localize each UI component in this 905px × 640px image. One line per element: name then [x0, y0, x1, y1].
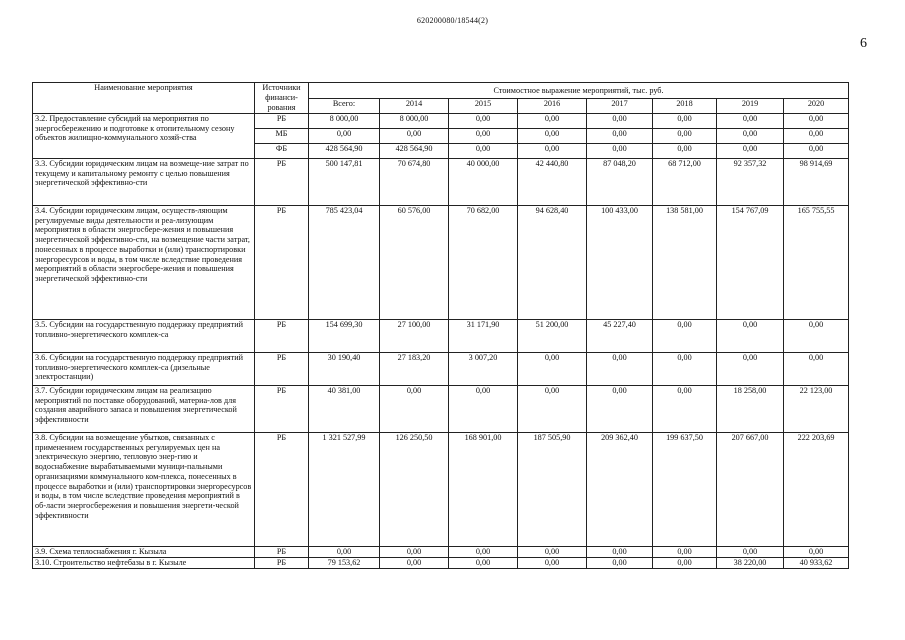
cost-value: 0,00 [717, 129, 784, 144]
cost-value: 0,00 [784, 114, 849, 129]
cost-value: 68 712,00 [653, 159, 717, 206]
cost-value: 187 505,90 [518, 433, 587, 547]
cost-value: 94 628,40 [518, 206, 587, 320]
table-row [33, 114, 849, 129]
cost-value: 0,00 [380, 129, 449, 144]
cost-value: 154 699,30 [309, 320, 380, 353]
measure-name: 3.4. Субсидии юридическим лицам, осуществ-ляющим регулируемые виды деятельности и реа-лизующим мероприятия в области энергосбере-жения и повышения энергетической эффективно-сти, на возмещение части затрат, понесенных в процессе выработки и (или) транспортировки энергоресурсов и воды, в том числе вследствие проведения мероприятий в области энергосбере-жения и повышения энергетической эффективно-сти [33, 206, 255, 320]
measure-name: 3.10. Строительство нефтебазы в г. Кызыле [33, 558, 255, 569]
table-row [33, 547, 849, 558]
cost-value: 0,00 [653, 114, 717, 129]
cost-value: 70 682,00 [449, 206, 518, 320]
page-number: 6 [860, 36, 867, 51]
cost-value: 22 123,00 [784, 386, 849, 433]
cost-value: 785 423,04 [309, 206, 380, 320]
cost-value: 27 183,20 [380, 353, 449, 386]
funding-source: РБ [255, 206, 309, 320]
cost-value: 428 564,90 [309, 144, 380, 159]
table-row [33, 386, 849, 433]
cost-value: 38 220,00 [717, 558, 784, 569]
funding-source: РБ [255, 433, 309, 547]
cost-value: 8 000,00 [380, 114, 449, 129]
cost-value: 199 637,50 [653, 433, 717, 547]
header-year: 2018 [653, 98, 717, 114]
cost-value: 0,00 [518, 353, 587, 386]
cost-value: 0,00 [717, 114, 784, 129]
cost-value: 0,00 [653, 353, 717, 386]
document-id: 620200080/18544(2) [416, 16, 489, 25]
cost-value: 79 153,62 [309, 558, 380, 569]
cost-value: 154 767,09 [717, 206, 784, 320]
header-cost: Стоимостное выражение мероприятий, тыс. руб. [309, 83, 849, 99]
cost-value: 0,00 [653, 320, 717, 353]
cost-value: 0,00 [717, 144, 784, 159]
cost-value: 0,00 [653, 129, 717, 144]
measure-name: 3.8. Субсидии на возмещение убытков, связанных с применением государственных регулируемых цен на электрическую энергию, тепловую энер-гию и водоснабжение вырабатываемыми муници-пальными организациями коммунального ком-плекса, понесенных в процессе выработки и (или) транспортировки энергоресурсов и воды, в том числе вследствие проведения мероприятий в об-ласти энергосбережения и повышения энергети-ческой эффективности [33, 433, 255, 547]
cost-value: 30 190,40 [309, 353, 380, 386]
funding-source: РБ [255, 558, 309, 569]
cost-value: 0,00 [653, 558, 717, 569]
table-row [33, 353, 849, 386]
cost-value: 0,00 [653, 547, 717, 558]
measure-name: 3.5. Субсидии на государственную поддержку предприятий топливно-энергетического комплек-са [33, 320, 255, 353]
cost-value: 0,00 [784, 320, 849, 353]
cost-value: 0,00 [587, 558, 653, 569]
cost-value: 70 674,80 [380, 159, 449, 206]
measure-name: 3.7. Субсидии юридическим лицам на реализацию мероприятий по поставке оборудований, материа-лов для создания аварийного запаса и повышения энергетической эффективности [33, 386, 255, 433]
cost-value: 168 901,00 [449, 433, 518, 547]
cost-value: 87 048,20 [587, 159, 653, 206]
cost-value: 40 933,62 [784, 558, 849, 569]
cost-value: 0,00 [518, 386, 587, 433]
table-row [33, 206, 849, 320]
funding-source: РБ [255, 114, 309, 129]
cost-value: 138 581,00 [653, 206, 717, 320]
cost-value: 0,00 [518, 558, 587, 569]
measures-cost-table [32, 82, 849, 569]
cost-value: 42 440,80 [518, 159, 587, 206]
cost-value: 0,00 [449, 129, 518, 144]
cost-value: 0,00 [380, 386, 449, 433]
cost-value: 0,00 [309, 547, 380, 558]
cost-value: 0,00 [717, 547, 784, 558]
header-year: Всего: [309, 98, 380, 114]
header-year: 2015 [449, 98, 518, 114]
header-year: 2014 [380, 98, 449, 114]
header-year: 2017 [587, 98, 653, 114]
funding-source: РБ [255, 547, 309, 558]
cost-value: 0,00 [309, 129, 380, 144]
cost-value: 45 227,40 [587, 320, 653, 353]
cost-value: 100 433,00 [587, 206, 653, 320]
header-row-1 [33, 83, 849, 99]
cost-value: 0,00 [717, 353, 784, 386]
cost-value: 0,00 [587, 547, 653, 558]
cost-value: 0,00 [449, 386, 518, 433]
cost-value: 0,00 [717, 320, 784, 353]
header-source: Источники финанси-рования [255, 83, 309, 114]
cost-value: 0,00 [449, 547, 518, 558]
cost-value: 0,00 [784, 129, 849, 144]
cost-value: 222 203,69 [784, 433, 849, 547]
cost-value: 0,00 [518, 547, 587, 558]
cost-value: 31 171,90 [449, 320, 518, 353]
cost-value: 60 576,00 [380, 206, 449, 320]
table-row [33, 159, 849, 206]
header-year: 2019 [717, 98, 784, 114]
cost-value: 1 321 527,99 [309, 433, 380, 547]
cost-value: 165 755,55 [784, 206, 849, 320]
cost-value: 0,00 [449, 144, 518, 159]
header-year: 2020 [784, 98, 849, 114]
cost-value: 51 200,00 [518, 320, 587, 353]
cost-value: 0,00 [587, 386, 653, 433]
cost-value: 0,00 [784, 547, 849, 558]
table-body [33, 114, 849, 569]
funding-source: РБ [255, 353, 309, 386]
measure-name: 3.3. Субсидии юридическим лицам на возмеще-ние затрат по текущему и капитальному ремонту с целью повышения энергетической эффективно-сти [33, 159, 255, 206]
cost-value: 40 381,00 [309, 386, 380, 433]
cost-value: 0,00 [784, 144, 849, 159]
cost-value: 0,00 [587, 144, 653, 159]
cost-value: 0,00 [587, 129, 653, 144]
funding-source: РБ [255, 320, 309, 353]
header-year: 2016 [518, 98, 587, 114]
cost-value: 27 100,00 [380, 320, 449, 353]
measure-name: 3.9. Схема теплоснабжения г. Кызыла [33, 547, 255, 558]
cost-value: 0,00 [518, 114, 587, 129]
cost-value: 0,00 [784, 353, 849, 386]
cost-value: 40 000,00 [449, 159, 518, 206]
cost-value: 0,00 [380, 558, 449, 569]
table-row [33, 558, 849, 569]
funding-source: РБ [255, 386, 309, 433]
cost-value: 0,00 [380, 547, 449, 558]
cost-value: 500 147,81 [309, 159, 380, 206]
cost-value: 0,00 [449, 114, 518, 129]
cost-value: 0,00 [587, 114, 653, 129]
cost-value: 0,00 [449, 558, 518, 569]
cost-value: 98 914,69 [784, 159, 849, 206]
cost-value: 0,00 [518, 129, 587, 144]
table-row [33, 433, 849, 547]
measure-name: 3.6. Субсидии на государственную поддержку предприятий топливно-энергетического комплек-са (дизельные электростанции) [33, 353, 255, 386]
cost-value: 126 250,50 [380, 433, 449, 547]
cost-value: 8 000,00 [309, 114, 380, 129]
funding-source: МБ [255, 129, 309, 144]
cost-value: 92 357,32 [717, 159, 784, 206]
header-name: Наименование мероприятия [33, 83, 255, 114]
cost-value: 0,00 [653, 386, 717, 433]
funding-source: РБ [255, 159, 309, 206]
cost-value: 0,00 [653, 144, 717, 159]
measure-name: 3.2. Предоставление субсидий на мероприятия по энергосбережению и подготовке к отопительному сезону объектов жилищно-коммунального хозяй-ства [33, 114, 255, 159]
cost-value: 207 667,00 [717, 433, 784, 547]
cost-value: 428 564,90 [380, 144, 449, 159]
cost-value: 0,00 [518, 144, 587, 159]
cost-value: 18 258,00 [717, 386, 784, 433]
cost-value: 0,00 [587, 353, 653, 386]
cost-value: 209 362,40 [587, 433, 653, 547]
funding-source: ФБ [255, 144, 309, 159]
table-row [33, 320, 849, 353]
cost-value: 3 007,20 [449, 353, 518, 386]
